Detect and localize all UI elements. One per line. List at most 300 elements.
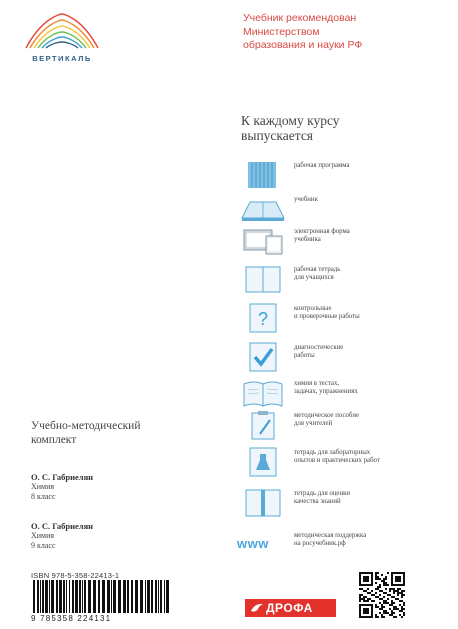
- qr-module: [359, 588, 361, 590]
- barcode-bar: [45, 580, 48, 613]
- qr-module: [383, 582, 385, 584]
- qr-module: [359, 604, 361, 606]
- qr-module: [375, 616, 377, 618]
- barcode-number: 9 785358 224131: [31, 614, 112, 623]
- qr-module: [387, 594, 389, 596]
- barcode-bar: [98, 580, 100, 613]
- qr-module: [359, 612, 361, 614]
- book-author: О. С. Габриелян: [31, 521, 94, 531]
- barcode-bar: [93, 580, 96, 613]
- qr-module: [367, 600, 369, 602]
- qr-module: [365, 616, 367, 618]
- barcode-bar: [107, 580, 110, 613]
- qr-module: [403, 614, 405, 616]
- qr-module: [363, 600, 365, 602]
- qr-module: [363, 598, 365, 600]
- course-item-label: контрольные и проверочные работы: [294, 305, 360, 320]
- course-item-label: химия в тестах, задачах, упражнениях: [294, 380, 358, 395]
- course-item-label: методическое пособие для учителей: [294, 412, 360, 427]
- qr-module: [379, 612, 381, 614]
- qr-module: [367, 588, 369, 590]
- qr-module: [375, 606, 377, 608]
- qr-module: [369, 616, 371, 618]
- qr-module: [367, 592, 369, 594]
- qr-module: [393, 592, 395, 594]
- qr-module: [391, 576, 393, 578]
- qr-module: [387, 598, 389, 600]
- qr-module: [387, 572, 389, 574]
- qr-module: [385, 602, 387, 604]
- qr-module: [385, 592, 387, 594]
- qr-module: [379, 598, 381, 600]
- qr-module: [371, 580, 373, 582]
- qr-module: [363, 580, 365, 582]
- qr-module: [393, 608, 395, 610]
- qr-module: [385, 584, 387, 586]
- drofa-bird-icon: [250, 602, 264, 614]
- qr-module: [383, 610, 385, 612]
- qr-module: [387, 602, 389, 604]
- qr-module: [363, 584, 365, 586]
- qr-module: [393, 590, 395, 592]
- qr-module: [385, 578, 387, 580]
- course-item: [237, 378, 447, 408]
- qr-module: [385, 576, 387, 578]
- barcode-bar: [49, 580, 50, 613]
- qr-module: [371, 578, 373, 580]
- qr-module: [373, 600, 375, 602]
- qr-module: [399, 604, 401, 606]
- kit-book: [31, 521, 181, 550]
- qr-module: [391, 584, 393, 586]
- qr-module: [361, 598, 363, 600]
- qr-module: [377, 616, 379, 618]
- qr-module: [397, 578, 399, 580]
- qr-module: [393, 572, 395, 574]
- course-item: [237, 488, 447, 518]
- barcode-bar: [63, 580, 65, 613]
- qr-module: [391, 612, 393, 614]
- qr-module: [397, 590, 399, 592]
- qr-module: [399, 614, 401, 616]
- qr-module: [377, 606, 379, 608]
- qr-module: [391, 578, 393, 580]
- qr-module: [379, 594, 381, 596]
- qr-module: [393, 606, 395, 608]
- flask-icon: [240, 447, 286, 477]
- barcode-bar: [79, 580, 81, 613]
- qr-module: [403, 576, 405, 578]
- qr-module: [371, 612, 373, 614]
- barcode-bar: [113, 580, 116, 613]
- qr-module: [361, 604, 363, 606]
- recommendation-note: Учебник рекомендован Министерством образования и науки РФ: [243, 12, 363, 51]
- qr-module: [369, 572, 371, 574]
- qr-module: [385, 610, 387, 612]
- barcode-bar: [75, 580, 78, 613]
- qr-module: [379, 590, 381, 592]
- qr-module: [383, 578, 385, 580]
- barcode-bar: [82, 580, 83, 613]
- qr-module: [379, 584, 381, 586]
- qr-module: [363, 612, 365, 614]
- qr-module: [359, 594, 361, 596]
- qr-module: [371, 584, 373, 586]
- www-icon: www: [237, 536, 269, 551]
- qr-module: [359, 574, 361, 576]
- qr-module: [403, 608, 405, 610]
- qr-module: [383, 606, 385, 608]
- checkmark-icon: [240, 342, 286, 372]
- qr-module: [395, 584, 397, 586]
- qr-module: [381, 614, 383, 616]
- course-item: [237, 530, 447, 560]
- qr-module: [397, 576, 399, 578]
- qr-module: [393, 588, 395, 590]
- barcode-bar: [37, 580, 39, 613]
- course-item: [237, 226, 447, 256]
- barcode: [31, 580, 170, 615]
- qr-module: [403, 580, 405, 582]
- qr-module: [369, 592, 371, 594]
- barcode-bar: [164, 580, 165, 613]
- qr-module: [377, 578, 379, 580]
- qr-module: [401, 596, 403, 598]
- qr-module: [365, 612, 367, 614]
- workbook-icon: [240, 264, 286, 294]
- qr-module: [371, 616, 373, 618]
- qr-module: [367, 612, 369, 614]
- barcode-bar: [151, 580, 153, 613]
- barcode-bar: [155, 580, 157, 613]
- qr-module: [383, 584, 385, 586]
- qr-module: [365, 600, 367, 602]
- qr-module: [363, 616, 365, 618]
- barcode-bar: [84, 580, 86, 613]
- course-item: [237, 410, 447, 440]
- qr-module: [375, 596, 377, 598]
- qr-module: [403, 590, 405, 592]
- qr-module: [389, 614, 391, 616]
- qr-module: [395, 590, 397, 592]
- qr-module: [375, 574, 377, 576]
- qr-module: [383, 596, 385, 598]
- course-item: [237, 194, 447, 224]
- qr-module: [399, 600, 401, 602]
- qr-module: [377, 596, 379, 598]
- qr-module: [365, 578, 367, 580]
- qr-module: [365, 584, 367, 586]
- qr-module: [369, 584, 371, 586]
- qr-module: [371, 606, 373, 608]
- qr-module: [403, 572, 405, 574]
- course-item-label: рабочая программа: [294, 162, 350, 169]
- qr-module: [381, 598, 383, 600]
- qr-module: [359, 606, 361, 608]
- qr-module: [391, 588, 393, 590]
- course-heading: К каждому курсу выпускается: [241, 113, 340, 143]
- book-author: О. С. Габриелян: [31, 472, 94, 482]
- barcode-bar: [59, 580, 62, 613]
- qr-module: [391, 602, 393, 604]
- qr-module: [385, 588, 387, 590]
- qr-module: [361, 588, 363, 590]
- qr-module: [375, 572, 377, 574]
- qr-module: [359, 580, 361, 582]
- qr-module: [371, 594, 373, 596]
- qr-module: [403, 582, 405, 584]
- qr-module: [389, 608, 391, 610]
- qr-module: [399, 592, 401, 594]
- qr-module: [391, 574, 393, 576]
- qr-module: [401, 594, 403, 596]
- isbn-text: ISBN 978-5-358-22413-1: [31, 571, 120, 580]
- qr-module: [359, 582, 361, 584]
- qr-module: [395, 608, 397, 610]
- barcode-bar: [102, 580, 105, 613]
- qr-module: [403, 612, 405, 614]
- qr-module: [401, 592, 403, 594]
- publisher-name: ДРОФА: [266, 601, 313, 615]
- qr-module: [367, 610, 369, 612]
- barcode-bar: [147, 580, 150, 613]
- qr-module: [399, 580, 401, 582]
- qr-module: [389, 590, 391, 592]
- qr-module: [365, 610, 367, 612]
- qr-module: [399, 610, 401, 612]
- qr-module: [359, 610, 361, 612]
- qr-module: [401, 584, 403, 586]
- textbook-icon: [240, 194, 286, 224]
- qr-module: [399, 584, 401, 586]
- qr-module: [359, 598, 361, 600]
- course-item-label: методическая поддержка на росучебник.рф: [294, 532, 367, 547]
- qr-module: [361, 584, 363, 586]
- qr-module: [401, 600, 403, 602]
- barcode-bar: [33, 580, 35, 613]
- barcode-bar: [51, 580, 54, 613]
- qr-module: [379, 608, 381, 610]
- qr-module: [365, 590, 367, 592]
- qr-module: [367, 572, 369, 574]
- qr-module: [397, 608, 399, 610]
- course-item-label: тетрадь для оценки качества знаний: [294, 490, 351, 505]
- qr-module: [399, 578, 401, 580]
- barcode-bar: [72, 580, 74, 613]
- qr-module: [365, 608, 367, 610]
- qr-module: [399, 576, 401, 578]
- qr-module: [363, 604, 365, 606]
- qr-module: [381, 604, 383, 606]
- qr-module: [383, 592, 385, 594]
- qr-module: [403, 594, 405, 596]
- qr-module: [397, 580, 399, 582]
- vertical-logo: [22, 8, 102, 52]
- qr-module: [367, 598, 369, 600]
- qr-module: [377, 588, 379, 590]
- barcode-bar: [123, 580, 126, 613]
- qr-module: [389, 604, 391, 606]
- qr-module: [371, 604, 373, 606]
- qr-module: [359, 576, 361, 578]
- qr-module: [395, 616, 397, 618]
- qr-module: [367, 580, 369, 582]
- question-icon: [240, 303, 286, 333]
- course-item-label: электронная форма учебника: [294, 228, 350, 243]
- qr-module: [363, 610, 365, 612]
- qr-module: [399, 588, 401, 590]
- qr-module: [395, 598, 397, 600]
- qr-module: [367, 616, 369, 618]
- barcode-bar: [158, 580, 159, 613]
- qr-module: [383, 616, 385, 618]
- qr-module: [395, 578, 397, 580]
- qr-module: [395, 576, 397, 578]
- qr-module: [375, 576, 377, 578]
- qr-module: [393, 616, 395, 618]
- qr-module: [359, 608, 361, 610]
- qr-module: [363, 576, 365, 578]
- logo-waves-icon: [22, 8, 102, 52]
- qr-module: [367, 608, 369, 610]
- svg-text:?: ?: [257, 309, 269, 329]
- qr-module: [375, 592, 377, 594]
- barcode-bar: [145, 580, 146, 613]
- program-icon: [240, 160, 286, 190]
- book-grade: 8 класс: [31, 491, 56, 501]
- qr-module: [401, 610, 403, 612]
- qr-module: [391, 582, 393, 584]
- qr-module: [371, 590, 373, 592]
- course-item: [237, 447, 447, 477]
- qr-module: [377, 586, 379, 588]
- course-item: [237, 342, 447, 372]
- qr-module: [361, 572, 363, 574]
- qr-module: [383, 612, 385, 614]
- qr-module: [381, 616, 383, 618]
- qr-module: [363, 590, 365, 592]
- qr-module: [365, 596, 367, 598]
- qr-module: [377, 576, 379, 578]
- barcode-bar: [140, 580, 143, 613]
- course-item-label: тетрадь для лабораторных опытов и практических работ: [294, 449, 380, 464]
- barcode-bar: [42, 580, 44, 613]
- qr-module: [385, 582, 387, 584]
- qr-module: [387, 612, 389, 614]
- qr-module: [375, 588, 377, 590]
- qr-module: [391, 600, 393, 602]
- qr-code: [359, 572, 405, 618]
- qr-module: [371, 576, 373, 578]
- qr-module: [397, 588, 399, 590]
- qr-module: [363, 596, 365, 598]
- qr-module: [403, 584, 405, 586]
- qr-module: [359, 572, 361, 574]
- qr-module: [363, 572, 365, 574]
- qr-module: [367, 604, 369, 606]
- qr-module: [395, 580, 397, 582]
- qr-module: [361, 594, 363, 596]
- qr-module: [397, 572, 399, 574]
- barcode-bar: [40, 580, 41, 613]
- barcode-bar: [56, 580, 58, 613]
- qr-module: [379, 602, 381, 604]
- qr-module: [371, 600, 373, 602]
- barcode-bar: [88, 580, 91, 613]
- qr-module: [381, 590, 383, 592]
- barcode-bar: [135, 580, 138, 613]
- qr-module: [375, 578, 377, 580]
- open-book-icon: [240, 378, 286, 408]
- qr-module: [371, 572, 373, 574]
- course-item: [237, 264, 447, 294]
- e-textbook-icon: [240, 226, 286, 256]
- qr-module: [375, 582, 377, 584]
- qr-module: [375, 604, 377, 606]
- qr-module: [397, 594, 399, 596]
- barcode-bar: [166, 580, 169, 613]
- qr-module: [373, 594, 375, 596]
- qr-module: [371, 574, 373, 576]
- kit-book: [31, 472, 181, 501]
- clipboard-icon: [240, 410, 286, 440]
- qr-module: [383, 602, 385, 604]
- qr-module: [381, 608, 383, 610]
- qr-module: [403, 602, 405, 604]
- course-item-label: учебник: [294, 196, 318, 203]
- qr-module: [363, 608, 365, 610]
- barcode-bar: [69, 580, 70, 613]
- barcode-bar: [131, 580, 133, 613]
- course-item-label: диагностические работы: [294, 344, 344, 359]
- book-grade: 9 класс: [31, 540, 56, 550]
- qr-module: [381, 580, 383, 582]
- course-item: [237, 160, 447, 190]
- kit-title: Учебно-методический комплект: [31, 420, 141, 446]
- notebook-icon: [240, 488, 286, 518]
- qr-module: [369, 604, 371, 606]
- qr-module: [359, 578, 361, 580]
- qr-module: [367, 584, 369, 586]
- qr-module: [359, 600, 361, 602]
- qr-module: [363, 578, 365, 580]
- qr-module: [369, 598, 371, 600]
- qr-module: [385, 600, 387, 602]
- publisher-logo: [245, 599, 336, 617]
- qr-module: [377, 572, 379, 574]
- qr-module: [371, 614, 373, 616]
- qr-module: [387, 584, 389, 586]
- qr-module: [399, 572, 401, 574]
- qr-module: [359, 616, 361, 618]
- qr-module: [367, 576, 369, 578]
- qr-module: [391, 610, 393, 612]
- qr-module: [371, 610, 373, 612]
- qr-module: [401, 590, 403, 592]
- qr-module: [397, 584, 399, 586]
- qr-module: [359, 596, 361, 598]
- qr-module: [393, 596, 395, 598]
- qr-module: [381, 574, 383, 576]
- qr-module: [403, 574, 405, 576]
- barcode-bar: [111, 580, 112, 613]
- qr-module: [391, 604, 393, 606]
- barcode-bar: [118, 580, 121, 613]
- qr-module: [381, 606, 383, 608]
- qr-module: [365, 576, 367, 578]
- qr-module: [365, 580, 367, 582]
- qr-module: [365, 604, 367, 606]
